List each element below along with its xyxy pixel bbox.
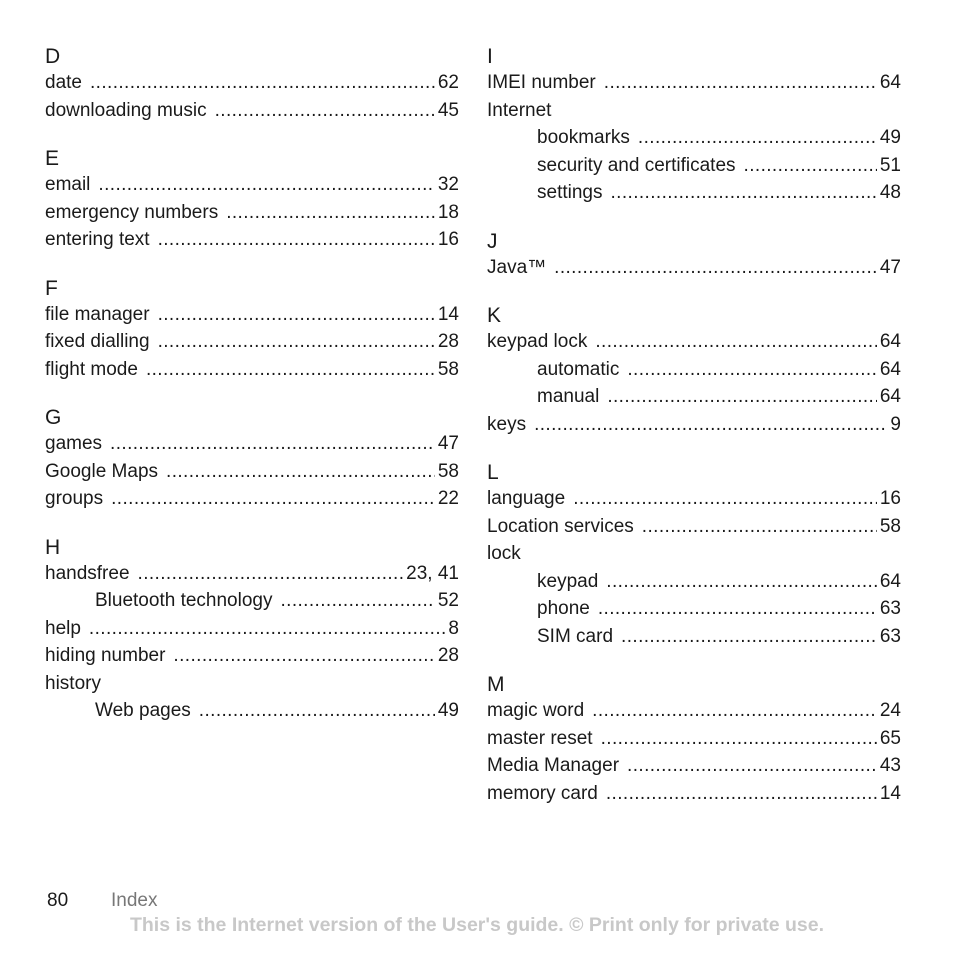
dot-leader bbox=[215, 97, 435, 125]
entry-page-number: 45 bbox=[437, 99, 459, 121]
entry-term: language bbox=[487, 488, 566, 509]
index-section bbox=[487, 461, 901, 650]
index-entry bbox=[45, 356, 459, 384]
index-entry bbox=[45, 430, 459, 458]
section-letter: G bbox=[45, 406, 62, 429]
index-subentry bbox=[487, 595, 901, 623]
index-subentry bbox=[45, 587, 459, 615]
index-subentry bbox=[45, 697, 459, 725]
index-subentry bbox=[487, 623, 901, 651]
entry-term: automatic bbox=[537, 358, 620, 380]
entry-page-number: 64 bbox=[879, 570, 901, 592]
index-section bbox=[45, 536, 459, 725]
index-section bbox=[487, 673, 901, 807]
entry-page-number: 22 bbox=[437, 488, 459, 509]
entry-term: fixed dialling bbox=[45, 331, 150, 352]
section-letter: I bbox=[487, 45, 493, 68]
entry-page-number: 9 bbox=[890, 413, 901, 435]
index-entry bbox=[487, 540, 901, 568]
index-entry bbox=[45, 485, 459, 513]
index-entry bbox=[487, 254, 901, 282]
entry-term: emergency numbers bbox=[45, 201, 219, 223]
entry-term: Media Manager bbox=[487, 755, 620, 776]
index-column-left bbox=[45, 45, 459, 748]
entry-term: Location services bbox=[487, 515, 634, 537]
index-subentry bbox=[487, 152, 901, 180]
entry-page-number: 47 bbox=[879, 256, 901, 278]
dot-leader bbox=[146, 356, 435, 384]
dot-leader bbox=[110, 430, 435, 458]
index-entry bbox=[45, 328, 459, 356]
section-letter: J bbox=[487, 229, 498, 253]
entry-page-number: 63 bbox=[879, 625, 901, 647]
entry-page-number: 48 bbox=[879, 182, 901, 203]
entry-page-number: 64 bbox=[879, 331, 901, 352]
entry-page-number: 63 bbox=[879, 598, 901, 619]
footer-notice: This is the Internet version of the User's guide. © Print only for private use. bbox=[129, 914, 825, 936]
dot-leader bbox=[199, 697, 435, 725]
entry-term: history bbox=[45, 672, 101, 694]
index-entry bbox=[45, 458, 459, 486]
entry-page-number: 58 bbox=[879, 515, 901, 537]
entry-page-number: 32 bbox=[437, 174, 459, 195]
index-entry bbox=[487, 725, 901, 753]
index-entry bbox=[487, 752, 901, 780]
entry-term: memory card bbox=[487, 782, 598, 804]
dot-leader bbox=[534, 411, 887, 439]
entry-term: handsfree bbox=[45, 562, 130, 584]
dot-leader bbox=[621, 623, 877, 651]
entry-page-number: 65 bbox=[879, 727, 901, 749]
section-letter: L bbox=[487, 461, 499, 484]
dot-leader bbox=[642, 513, 877, 541]
entry-term: magic word bbox=[487, 700, 585, 721]
entry-page-number: 14 bbox=[879, 782, 901, 804]
dot-leader bbox=[158, 328, 435, 356]
index-entry bbox=[45, 615, 459, 643]
entry-term: keys bbox=[487, 413, 527, 435]
index-entry bbox=[487, 513, 901, 541]
entry-page-number: 14 bbox=[437, 303, 459, 325]
index-entry bbox=[487, 411, 901, 439]
entry-page-number: 43 bbox=[879, 755, 901, 776]
entry-page-number: 64 bbox=[879, 386, 901, 407]
entry-page-number: 64 bbox=[879, 72, 901, 93]
index-entry bbox=[45, 560, 459, 588]
entry-page-number: 51 bbox=[879, 154, 901, 176]
entry-term: entering text bbox=[45, 229, 150, 250]
footer-page-number: 80 bbox=[47, 890, 69, 911]
index-entry bbox=[45, 199, 459, 227]
entry-term: file manager bbox=[45, 303, 150, 325]
index-entry bbox=[45, 670, 459, 698]
index-subentry bbox=[487, 124, 901, 152]
entry-term: Internet bbox=[487, 99, 552, 121]
dot-leader bbox=[173, 642, 434, 670]
dot-leader bbox=[89, 615, 446, 643]
index-entry bbox=[45, 642, 459, 670]
entry-page-number: 16 bbox=[437, 229, 459, 250]
entry-term: Java™ bbox=[487, 256, 547, 278]
entry-term: SIM card bbox=[537, 625, 614, 647]
index-subentry bbox=[487, 383, 901, 411]
dot-leader bbox=[554, 254, 877, 282]
dot-leader bbox=[166, 458, 435, 486]
section-letter: H bbox=[45, 535, 61, 559]
dot-leader bbox=[627, 752, 877, 780]
index-entry bbox=[487, 485, 901, 513]
dot-leader bbox=[98, 171, 434, 199]
index-entry bbox=[487, 780, 901, 808]
entry-page-number: 49 bbox=[437, 700, 459, 721]
entry-page-number: 58 bbox=[437, 460, 459, 482]
index-entry bbox=[487, 69, 901, 97]
index-entry bbox=[45, 301, 459, 329]
index-subentry bbox=[487, 568, 901, 596]
entry-term: lock bbox=[487, 543, 521, 564]
section-letter: D bbox=[45, 45, 61, 68]
entry-term: master reset bbox=[487, 727, 593, 749]
dot-leader bbox=[592, 697, 877, 725]
entry-term: hiding number bbox=[45, 645, 166, 666]
index-section bbox=[45, 406, 459, 513]
entry-term: bookmarks bbox=[537, 127, 630, 148]
entry-term: date bbox=[45, 72, 82, 93]
index-section bbox=[487, 230, 901, 282]
entry-page-number: 18 bbox=[437, 201, 459, 223]
section-letter: K bbox=[487, 304, 502, 327]
entry-page-number: 23, 41 bbox=[406, 562, 459, 584]
entry-page-number: 58 bbox=[437, 358, 459, 380]
section-letter: F bbox=[45, 276, 58, 300]
index-section bbox=[487, 304, 901, 438]
dot-leader bbox=[595, 328, 877, 356]
entry-page-number: 16 bbox=[879, 488, 901, 509]
dot-leader bbox=[573, 485, 877, 513]
dot-leader bbox=[601, 725, 877, 753]
index-subentry bbox=[487, 179, 901, 207]
entry-term: Google Maps bbox=[45, 460, 159, 482]
entry-term: keypad lock bbox=[487, 331, 588, 352]
dot-leader bbox=[610, 179, 876, 207]
entry-page-number: 8 bbox=[448, 617, 459, 639]
entry-term: Web pages bbox=[95, 700, 191, 721]
dot-leader bbox=[158, 226, 435, 254]
index-entry bbox=[487, 97, 901, 125]
index-subentry bbox=[487, 356, 901, 384]
dot-leader bbox=[604, 69, 877, 97]
entry-page-number: 49 bbox=[879, 127, 901, 148]
index-column-right bbox=[487, 45, 901, 830]
index-section bbox=[487, 45, 901, 207]
index-entry bbox=[45, 97, 459, 125]
footer-section-name: Index bbox=[111, 890, 158, 911]
entry-term: help bbox=[45, 617, 81, 639]
dot-leader bbox=[607, 383, 877, 411]
dot-leader bbox=[606, 568, 877, 596]
dot-leader bbox=[90, 69, 435, 97]
dot-leader bbox=[638, 124, 877, 152]
index-entry bbox=[487, 328, 901, 356]
index-entry bbox=[45, 226, 459, 254]
dot-leader bbox=[598, 595, 877, 623]
entry-term: email bbox=[45, 174, 91, 195]
entry-term: keypad bbox=[537, 570, 599, 592]
section-letter: M bbox=[487, 673, 505, 696]
entry-term: IMEI number bbox=[487, 72, 596, 93]
dot-leader bbox=[138, 560, 404, 588]
entry-term: manual bbox=[537, 386, 600, 407]
entry-term: security and certificates bbox=[537, 154, 736, 176]
dot-leader bbox=[111, 485, 435, 513]
index-entry bbox=[45, 171, 459, 199]
entry-page-number: 24 bbox=[879, 700, 901, 721]
entry-page-number: 47 bbox=[437, 433, 459, 454]
entry-page-number: 62 bbox=[437, 72, 459, 93]
dot-leader bbox=[627, 356, 876, 384]
section-letter: E bbox=[45, 147, 60, 170]
dot-leader bbox=[280, 587, 434, 615]
entry-term: flight mode bbox=[45, 358, 138, 380]
index-entry bbox=[45, 69, 459, 97]
entry-term: settings bbox=[537, 182, 603, 203]
index-section bbox=[45, 277, 459, 384]
dot-leader bbox=[226, 199, 435, 227]
index-entry bbox=[487, 697, 901, 725]
index-section bbox=[45, 147, 459, 254]
entry-term: groups bbox=[45, 488, 104, 509]
entry-page-number: 52 bbox=[437, 590, 459, 611]
entry-page-number: 28 bbox=[437, 645, 459, 666]
entry-term: games bbox=[45, 433, 103, 454]
dot-leader bbox=[744, 152, 877, 180]
dot-leader bbox=[158, 301, 435, 329]
entry-term: downloading music bbox=[45, 99, 207, 121]
entry-page-number: 28 bbox=[437, 331, 459, 352]
dot-leader bbox=[606, 780, 877, 808]
entry-term: Bluetooth technology bbox=[95, 590, 273, 611]
entry-term: phone bbox=[537, 598, 590, 619]
index-section bbox=[45, 45, 459, 124]
entry-page-number: 64 bbox=[879, 358, 901, 380]
